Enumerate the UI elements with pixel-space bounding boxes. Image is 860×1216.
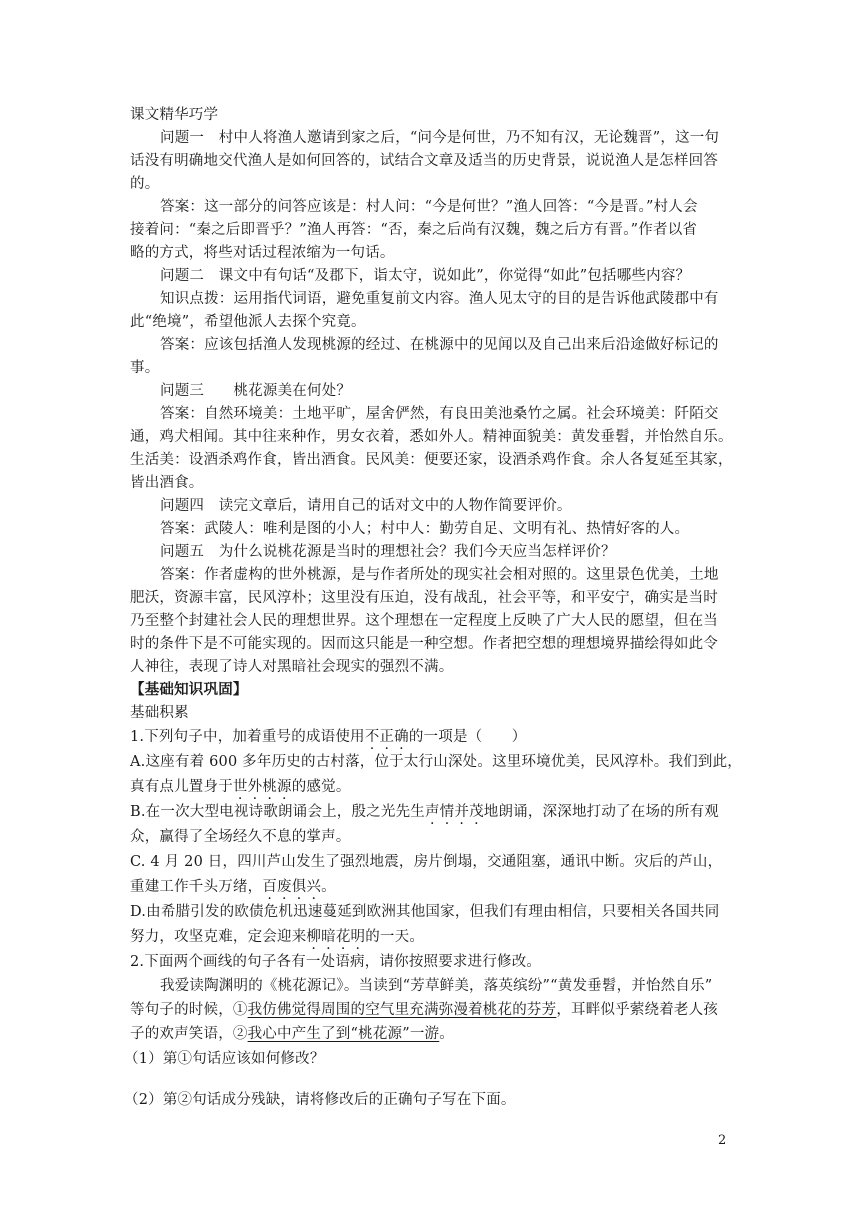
option-b-text: B.在一次大型电视诗歌朗诵会上，殷之光先生 bbox=[130, 804, 425, 820]
option-b-line-1 bbox=[130, 802, 730, 822]
option-d-tail: 的一天。 bbox=[365, 929, 425, 945]
answer-3-line-4: 皆出酒食。 bbox=[130, 475, 204, 491]
option-d-idiom bbox=[306, 929, 365, 945]
emphasized-text bbox=[365, 729, 409, 745]
option-b-tail: 地朗诵，深深地打动了在场的所有观 bbox=[483, 804, 719, 820]
option-c-tail: 。 bbox=[321, 879, 336, 895]
answer-5-line-1: 答案：作者虚构的世外桃源，是与作者所处的现实社会相对照的。这里景色优美，土地 bbox=[160, 567, 719, 583]
passage-tail-2: 。 bbox=[439, 1026, 454, 1042]
answer-3-line-3: 生活美：设酒杀鸡作食，皆出酒食。民风美：便要还家，设酒杀鸡作食。余人各复延至其家， bbox=[130, 452, 733, 468]
sub-question-2: （2）第②句话成分残缺，请将修改后的正确句子写在下面。 bbox=[124, 1092, 516, 1108]
passage-text-2: 子的欢声笑语，② bbox=[130, 1026, 248, 1042]
passage-line-2 bbox=[130, 1000, 730, 1020]
passage-tail: ，耳畔似乎萦绕着老人孩 bbox=[556, 1002, 719, 1018]
answer-5-line-3: 乃至整个封建社会人民的理想世界。这个理想在一定程度上反映了广大人民的愿望，但在当 bbox=[130, 613, 718, 629]
emphasis-char: 确 bbox=[394, 729, 409, 745]
option-a-text: 真有点儿置身于 bbox=[130, 779, 233, 795]
answer-1-line-2: 接着问：“秦之后即晋乎？”渔人再答：“否，秦之后尚有汉魏，魏之后方有晋。”作者以省 bbox=[130, 222, 698, 238]
answer-5-line-5: 人神往，表现了诗人对黑暗社会现实的强烈不满。 bbox=[130, 659, 454, 675]
passage-line-3 bbox=[130, 1024, 730, 1044]
emphasized-phrase bbox=[365, 729, 409, 745]
exercise-1-prompt-text: 1.下列句子中，加着重号的成语使用 bbox=[130, 729, 365, 745]
emphasis-char: 百 bbox=[262, 879, 278, 895]
answer-2-line-1: 答案：应该包括渔人发现桃源的经过、在桃源中的见闻以及自己出来后沿途做好标记的 bbox=[160, 337, 719, 353]
answer-5-line-4: 时的条件下是不可能实现的。因而这只能是一种空想。作者把空想的理想境界描绘得如此令 bbox=[130, 636, 718, 652]
emphasis-char: 并 bbox=[454, 804, 470, 820]
option-b-line-2: 众，赢得了全场经久不息的掌声。 bbox=[130, 829, 351, 845]
question-3: 问题三 桃花源美在何处？ bbox=[160, 383, 352, 399]
section-heading: 【基础知识巩固】 bbox=[130, 681, 248, 698]
answer-3-line-1: 答案：自然环境美：土地平旷，屋舍俨然，有良田美池桑竹之属。社会环境美：阡陌交 bbox=[160, 406, 719, 422]
passage-line-1: 我爱读陶渊明的《桃花源记》。当读到“芳草鲜美，落英缤纷”“黄发垂髫，并怡然自乐” bbox=[160, 978, 713, 994]
answer-1-line-3: 略的方式，将些对话过程浓缩为一句话。 bbox=[130, 245, 395, 261]
question-1-line-3: 的。 bbox=[130, 176, 160, 192]
option-d-text: 努力，攻坚克难，定会迎来 bbox=[130, 929, 307, 945]
question-1-line-1: 问题一 村中人将渔人邀请到家之后，“问今是何世，乃不知有汉，无论魏晋”，这一句 bbox=[160, 130, 720, 146]
emphasis-char: 茂 bbox=[469, 804, 484, 820]
option-a-line-1: A.这座有着 600 多年历史的古村落，位于太行山深处。这里环境优美，民风淳朴。我们到此， bbox=[130, 754, 742, 770]
answer-5-line-2: 肥沃，资源丰富，民风淳朴；这里没有压迫，没有战乱，社会平等，和平安宁，确实是当时 bbox=[130, 590, 718, 606]
option-c-idiom bbox=[262, 879, 321, 895]
emphasis-char: 情 bbox=[439, 804, 455, 820]
passage-text: 等句子的时候，① bbox=[130, 1002, 248, 1018]
option-c-text: 重建工作千头万绪， bbox=[130, 879, 263, 895]
question-5: 问题五 为什么说桃花源是当时的理想社会？我们今天应当怎样评价？ bbox=[160, 544, 616, 560]
underlined-sentence-2: 我心中产生了到“桃花源”一游 bbox=[247, 1026, 440, 1042]
option-a-line-2 bbox=[130, 777, 730, 797]
emphasis-char: 俱 bbox=[291, 879, 307, 895]
emphasis-char: 废 bbox=[277, 879, 292, 895]
option-d-line-1: D.由希腊引发的欧债危机迅速蔓延到欧洲其他国家，但我们有理由相信，只要相关各国共同 bbox=[130, 904, 720, 920]
answer-2-line-2: 事。 bbox=[130, 360, 160, 376]
answer-4: 答案：武陵人：唯利是图的小人；村中人：勤劳自足、文明有礼、热情好客的人。 bbox=[160, 521, 690, 537]
answer-1-line-1: 答案：这一部分的问答应该是：村人问：“今是何世？”渔人回答：“今是晋。”村人会 bbox=[160, 199, 698, 215]
option-c-line-1: C. 4 月 20 日，四川芦山发生了强烈地震，房片倒塌，交通阻塞，通讯中断。灾后的芦山， bbox=[130, 854, 723, 870]
underlined-sentence-1: 我仿佛觉得周围的空气里充满弥漫着桃花的芬芳 bbox=[247, 1002, 557, 1018]
emphasis-char: 桃 bbox=[262, 779, 278, 795]
option-a-tail: 的感觉。 bbox=[291, 779, 351, 795]
question-1-line-2: 话没有明确地交代渔人是如何回答的，试结合文章及适当的历史背景，说说渔人是怎样回答 bbox=[130, 153, 718, 169]
exercise-2-prompt: 2.下面两个画线的句子各有一处语病，请你按照要求进行修改。 bbox=[130, 954, 542, 970]
emphasis-char: 花 bbox=[335, 929, 351, 945]
tip-line-1: 知识点拨：运用指代词语，避免重复前文内容。渔人见太守的目的是告诉他武陵郡中有 bbox=[160, 291, 719, 307]
emphasis-char: 声 bbox=[424, 804, 440, 820]
tip-line-2: 此“绝境”，希望他派人去探个究竟。 bbox=[130, 314, 366, 330]
emphasis-char: 外 bbox=[247, 779, 263, 795]
emphasis-char: 世 bbox=[232, 779, 248, 795]
emphasis-char: 不 bbox=[364, 729, 380, 745]
page-number: 2 bbox=[718, 1133, 727, 1148]
option-b-idiom bbox=[425, 804, 484, 820]
answer-3-line-2: 通，鸡犬相闻。其中往来种作，男女衣着，悉如外人。精神面貌美：黄发垂髫，并怡然自乐。 bbox=[130, 429, 733, 445]
emphasis-char: 柳 bbox=[306, 929, 322, 945]
section-title: 课文精华巧学 bbox=[130, 107, 219, 123]
emphasis-char: 暗 bbox=[321, 929, 336, 945]
emphasis-char: 正 bbox=[379, 729, 395, 745]
exercise-1-prompt-tail: 的一项是（ ） bbox=[408, 729, 527, 745]
option-c-line-2 bbox=[130, 877, 730, 897]
emphasis-char: 兴 bbox=[306, 879, 322, 895]
emphasis-char: 明 bbox=[350, 929, 366, 945]
question-2: 问题二 课文中有句话“及郡下，诣太守，说如此”，你觉得“如此”包括哪些内容？ bbox=[160, 268, 691, 284]
option-a-idiom bbox=[233, 779, 292, 795]
question-4: 问题四 读完文章后，请用自己的话对文中的人物作简要评价。 bbox=[160, 498, 572, 514]
subsection-title: 基础积累 bbox=[130, 705, 189, 721]
emphasis-char: 源 bbox=[277, 779, 292, 795]
exercise-1-prompt bbox=[130, 727, 730, 747]
option-d-line-2 bbox=[130, 927, 730, 947]
sub-question-1: （1）第①句话应该如何修改？ bbox=[124, 1051, 325, 1067]
